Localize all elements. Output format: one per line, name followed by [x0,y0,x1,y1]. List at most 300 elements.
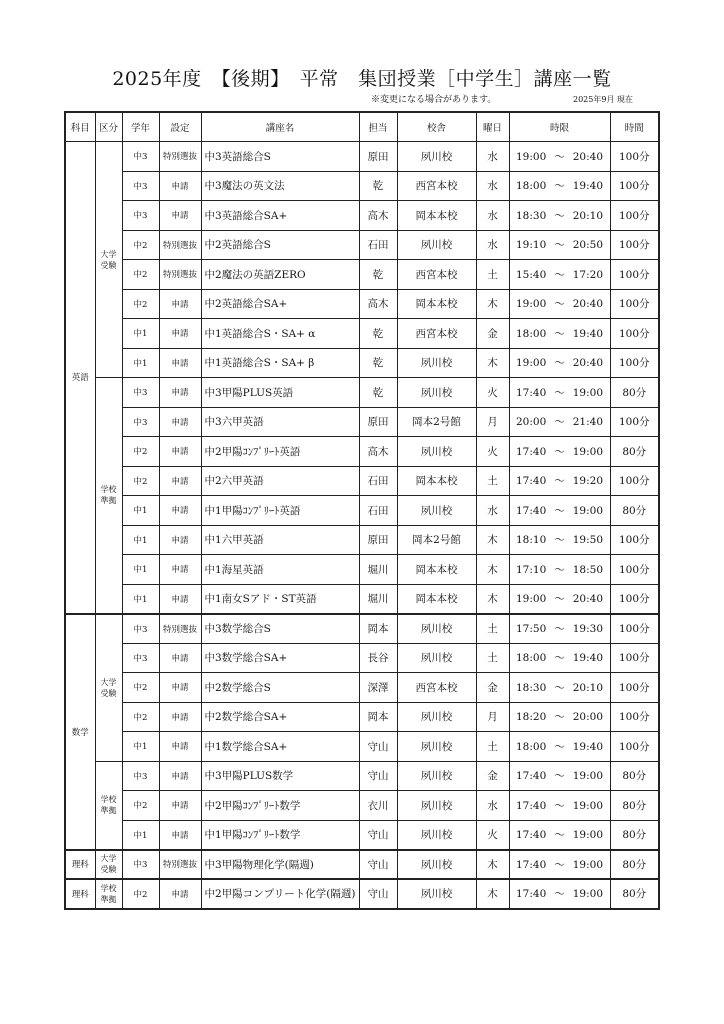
campus-cell: 夙川校 [397,496,476,526]
end-time: 17:20 [572,268,604,281]
campus-cell: 岡本本校 [397,584,476,614]
time-separator: 〜 [554,386,565,399]
course-name-cell: 中3魔法の英文法 [201,171,359,201]
course-name-cell: 中3数学総合S [201,614,359,644]
period-cell [509,555,610,585]
time-separator: 〜 [554,623,565,635]
course-name-cell: 中2甲陽コンプリート化学(隔週) [201,879,359,909]
course-name-cell: 中3甲陽PLUS英語 [201,378,359,408]
time-separator: 〜 [554,445,565,458]
as-of-date: 2025年9月 現在 [573,95,633,104]
course-name-cell: 中1海星英語 [201,555,359,585]
teacher-cell: 乾 [359,260,397,290]
end-time: 19:00 [572,770,604,783]
period-cell [509,614,610,644]
table-row [65,761,659,791]
teacher-cell: 長谷 [359,643,397,673]
subject-cell: 理科 [65,850,95,880]
day-cell: 土 [476,614,509,644]
day-cell: 金 [476,673,509,703]
table-row [65,260,659,290]
period-cell [509,525,610,555]
duration-cell: 80分 [610,378,659,408]
end-time: 20:40 [572,298,604,311]
table-row [65,584,659,614]
grade-cell: 中1 [122,732,159,762]
period-cell [509,643,610,673]
duration-cell: 100分 [610,555,659,585]
start-time: 15:40 [515,268,547,281]
teacher-cell: 守山 [359,761,397,791]
course-name-cell: 中2数学総合SA+ [201,702,359,732]
duration-cell: 100分 [610,407,659,437]
start-time: 17:40 [515,829,547,841]
teacher-cell: 深澤 [359,673,397,703]
day-cell: 金 [476,761,509,791]
table-row [65,289,659,319]
teacher-cell: 原田 [359,142,397,172]
header-category: 区分 [95,112,122,142]
campus-cell: 夙川校 [397,614,476,644]
time-separator: 〜 [554,563,565,576]
period-cell [509,201,610,231]
period-cell [509,319,610,349]
setting-cell: 申請 [159,702,201,732]
end-time: 19:00 [572,445,604,458]
start-time: 18:00 [515,180,547,193]
end-time: 18:50 [572,563,604,576]
campus-cell: 岡本本校 [397,201,476,231]
duration-cell: 80分 [610,496,659,526]
campus-cell: 夙川校 [397,850,476,880]
course-name-cell: 中2六甲英語 [201,466,359,496]
subject-cell: 理科 [65,879,95,909]
header-period: 時限 [509,112,610,142]
time-separator: 〜 [554,416,565,429]
grade-cell: 中2 [122,702,159,732]
period-cell [509,142,610,172]
day-cell: 木 [476,348,509,378]
period-cell [509,496,610,526]
setting-cell: 申請 [159,525,201,555]
teacher-cell: 石田 [359,496,397,526]
teacher-cell: 守山 [359,732,397,762]
table-row [65,820,659,850]
time-separator: 〜 [554,593,565,605]
day-cell: 金 [476,319,509,349]
time-separator: 〜 [554,327,565,340]
campus-cell: 西宮本校 [397,171,476,201]
category-cell [95,879,122,909]
end-time: 19:40 [572,180,604,193]
duration-cell: 80分 [610,879,659,909]
period-cell [509,289,610,319]
period-cell [509,761,610,791]
day-cell: 水 [476,142,509,172]
start-time: 20:00 [515,416,547,429]
period-cell [509,702,610,732]
teacher-cell: 石田 [359,466,397,496]
grade-cell: 中2 [122,673,159,703]
period-cell [509,732,610,762]
time-separator: 〜 [554,681,565,694]
course-name-cell: 中2甲陽ｺﾝﾌﾟﾘｰﾄ数学 [201,791,359,821]
course-name-cell: 中3甲陽PLUS数学 [201,761,359,791]
duration-cell: 100分 [610,702,659,732]
setting-cell: 申請 [159,732,201,762]
end-time: 19:00 [572,858,604,871]
start-time: 18:30 [515,209,547,222]
grade-cell: 中2 [122,466,159,496]
period-cell [509,850,610,880]
period-cell [509,378,610,408]
day-cell: 土 [476,643,509,673]
header-duration: 時間 [610,112,659,142]
period-cell [509,673,610,703]
setting-cell: 申請 [159,201,201,231]
teacher-cell: 高木 [359,437,397,467]
end-time: 20:50 [572,239,604,252]
change-notice: ※変更になる場合があります。 [371,95,497,105]
teacher-cell: 岡本 [359,702,397,732]
table-row [65,319,659,349]
course-name-cell: 中3甲陽物理化学(隔週) [201,850,359,880]
campus-cell: 夙川校 [397,643,476,673]
start-time: 17:50 [515,623,547,635]
end-time: 20:40 [572,357,604,370]
course-table [64,111,660,910]
teacher-cell: 堀川 [359,555,397,585]
course-name-cell: 中1甲陽ｺﾝﾌﾟﾘｰﾄ英語 [201,496,359,526]
end-time: 19:00 [572,504,604,517]
time-separator: 〜 [554,150,565,163]
period-cell [509,171,610,201]
table-row [65,850,659,880]
day-cell: 水 [476,791,509,821]
end-time: 20:40 [572,593,604,605]
table-row [65,702,659,732]
start-time: 18:30 [515,681,547,694]
time-separator: 〜 [554,534,565,547]
table-row [65,407,659,437]
setting-cell: 申請 [159,171,201,201]
time-separator: 〜 [554,711,565,724]
campus-cell: 夙川校 [397,820,476,850]
grade-cell: 中2 [122,437,159,467]
grade-cell: 中3 [122,407,159,437]
header-day: 曜日 [476,112,509,142]
setting-cell: 特別選抜 [159,230,201,260]
teacher-cell: 原田 [359,407,397,437]
grade-cell: 中3 [122,171,159,201]
time-separator: 〜 [554,298,565,311]
duration-cell: 100分 [610,525,659,555]
teacher-cell: 原田 [359,525,397,555]
subject-cell: 英語 [65,142,95,614]
start-time: 18:10 [515,534,547,547]
setting-cell: 申請 [159,879,201,909]
start-time: 19:00 [515,298,547,311]
grade-cell: 中2 [122,879,159,909]
time-separator: 〜 [554,888,565,901]
campus-cell: 夙川校 [397,348,476,378]
day-cell: 土 [476,260,509,290]
start-time: 18:00 [515,327,547,340]
setting-cell: 申請 [159,643,201,673]
course-name-cell: 中3英語総合S [201,142,359,172]
course-name-cell: 中3六甲英語 [201,407,359,437]
day-cell: 水 [476,201,509,231]
course-name-cell: 中1南女Sアド・ST英語 [201,584,359,614]
table-row [65,348,659,378]
teacher-cell: 守山 [359,879,397,909]
grade-cell: 中1 [122,820,159,850]
period-cell [509,407,610,437]
teacher-cell: 乾 [359,378,397,408]
time-separator: 〜 [554,829,565,841]
start-time: 18:00 [515,652,547,665]
header-grade: 学年 [122,112,159,142]
start-time: 17:40 [515,858,547,871]
period-cell [509,260,610,290]
teacher-cell: 乾 [359,171,397,201]
duration-cell: 100分 [610,466,659,496]
header-teacher: 担当 [359,112,397,142]
campus-cell: 夙川校 [397,761,476,791]
day-cell: 木 [476,879,509,909]
campus-cell: 夙川校 [397,230,476,260]
period-cell [509,791,610,821]
header-subject: 科目 [65,112,95,142]
category-label: 学校 準拠 [100,883,117,904]
duration-cell: 100分 [610,230,659,260]
grade-cell: 中3 [122,850,159,880]
campus-cell: 夙川校 [397,732,476,762]
day-cell: 木 [476,289,509,319]
end-time: 19:00 [572,799,604,812]
end-time: 19:30 [572,623,604,635]
duration-cell: 80分 [610,437,659,467]
course-name-cell: 中3数学総合SA+ [201,643,359,673]
grade-cell: 中1 [122,319,159,349]
campus-cell: 西宮本校 [397,260,476,290]
header-campus: 校舎 [397,112,476,142]
end-time: 19:40 [572,327,604,340]
campus-cell: 夙川校 [397,791,476,821]
duration-cell: 100分 [610,348,659,378]
category-label: 大学 受験 [100,677,117,698]
table-row [65,171,659,201]
grade-cell: 中2 [122,230,159,260]
time-separator: 〜 [554,239,565,252]
period-cell [509,437,610,467]
duration-cell: 80分 [610,761,659,791]
campus-cell: 夙川校 [397,879,476,909]
course-name-cell: 中1英語総合S・SA+ β [201,348,359,378]
end-time: 19:00 [572,386,604,399]
teacher-cell: 乾 [359,319,397,349]
start-time: 19:00 [515,150,547,163]
period-cell [509,230,610,260]
day-cell: 木 [476,850,509,880]
grade-cell: 中3 [122,378,159,408]
duration-cell: 80分 [610,820,659,850]
grade-cell: 中1 [122,555,159,585]
setting-cell: 申請 [159,820,201,850]
header-setting: 設定 [159,112,201,142]
start-time: 18:20 [515,711,547,724]
setting-cell: 特別選抜 [159,614,201,644]
end-time: 21:40 [572,416,604,429]
setting-cell: 申請 [159,407,201,437]
course-name-cell: 中2甲陽ｺﾝﾌﾟﾘｰﾄ英語 [201,437,359,467]
teacher-cell: 衣川 [359,791,397,821]
setting-cell: 申請 [159,761,201,791]
day-cell: 木 [476,555,509,585]
day-cell: 木 [476,584,509,614]
grade-cell: 中1 [122,584,159,614]
teacher-cell: 守山 [359,850,397,880]
category-label: 大学 受験 [100,249,117,270]
day-cell: 月 [476,407,509,437]
start-time: 17:40 [515,504,547,517]
duration-cell: 100分 [610,584,659,614]
grade-cell: 中1 [122,496,159,526]
duration-cell: 100分 [610,319,659,349]
course-name-cell: 中1甲陽ｺﾝﾌﾟﾘｰﾄ数学 [201,820,359,850]
start-time: 17:40 [515,799,547,812]
table-row [65,201,659,231]
period-cell [509,584,610,614]
campus-cell: 岡本本校 [397,555,476,585]
setting-cell: 申請 [159,791,201,821]
campus-cell: 夙川校 [397,702,476,732]
time-separator: 〜 [554,652,565,665]
day-cell: 木 [476,525,509,555]
setting-cell: 特別選抜 [159,260,201,290]
table-row [65,555,659,585]
day-cell: 月 [476,702,509,732]
setting-cell: 申請 [159,496,201,526]
duration-cell: 80分 [610,791,659,821]
start-time: 19:10 [515,239,547,252]
duration-cell: 100分 [610,732,659,762]
setting-cell: 申請 [159,466,201,496]
end-time: 20:10 [572,681,604,694]
table-row [65,673,659,703]
header-course-name: 講座名 [201,112,359,142]
category-cell [95,378,122,614]
time-separator: 〜 [554,799,565,812]
table-row [65,643,659,673]
setting-cell: 申請 [159,378,201,408]
course-name-cell: 中2英語総合S [201,230,359,260]
duration-cell: 100分 [610,171,659,201]
time-separator: 〜 [554,209,565,222]
course-name-cell: 中1英語総合S・SA+ α [201,319,359,349]
table-row [65,732,659,762]
start-time: 17:40 [515,386,547,399]
teacher-cell: 石田 [359,230,397,260]
table-header-row [65,112,659,142]
category-label: 学校 準拠 [100,795,117,815]
time-separator: 〜 [554,858,565,871]
start-time: 19:00 [515,357,547,370]
start-time: 17:40 [515,445,547,458]
table-row [65,378,659,408]
campus-cell: 岡本2号館 [397,407,476,437]
duration-cell: 100分 [610,289,659,319]
grade-cell: 中3 [122,142,159,172]
duration-cell: 100分 [610,614,659,644]
end-time: 19:40 [572,652,604,665]
time-separator: 〜 [554,770,565,783]
day-cell: 火 [476,437,509,467]
time-separator: 〜 [554,180,565,193]
table-row [65,437,659,467]
table-body [65,142,659,909]
category-label: 学校 準拠 [100,485,117,506]
table-row [65,142,659,172]
period-cell [509,820,610,850]
time-separator: 〜 [554,268,565,281]
day-cell: 土 [476,466,509,496]
time-separator: 〜 [554,475,565,488]
duration-cell: 100分 [610,673,659,703]
campus-cell: 西宮本校 [397,673,476,703]
course-name-cell: 中2英語総合SA+ [201,289,359,319]
start-time: 17:40 [515,888,547,901]
teacher-cell: 高木 [359,289,397,319]
end-time: 19:50 [572,534,604,547]
time-separator: 〜 [554,357,565,370]
table-row [65,230,659,260]
day-cell: 火 [476,820,509,850]
duration-cell: 100分 [610,643,659,673]
grade-cell: 中3 [122,643,159,673]
campus-cell: 夙川校 [397,378,476,408]
period-cell [509,466,610,496]
grade-cell: 中3 [122,614,159,644]
setting-cell: 特別選抜 [159,850,201,880]
grade-cell: 中1 [122,525,159,555]
end-time: 20:40 [572,150,604,163]
category-cell [95,142,122,378]
table-row [65,614,659,644]
end-time: 19:40 [572,740,604,753]
start-time: 17:40 [515,770,547,783]
time-separator: 〜 [554,740,565,753]
duration-cell: 100分 [610,201,659,231]
grade-cell: 中2 [122,260,159,290]
end-time: 20:00 [572,711,604,724]
day-cell: 水 [476,171,509,201]
course-name-cell: 中3英語総合SA+ [201,201,359,231]
time-separator: 〜 [554,504,565,517]
period-cell [509,879,610,909]
start-time: 18:00 [515,740,547,753]
day-cell: 水 [476,496,509,526]
end-time: 19:00 [572,888,604,901]
teacher-cell: 岡本 [359,614,397,644]
teacher-cell: 守山 [359,820,397,850]
setting-cell: 申請 [159,584,201,614]
setting-cell: 申請 [159,289,201,319]
table-row [65,525,659,555]
day-cell: 火 [476,378,509,408]
grade-cell: 中3 [122,761,159,791]
teacher-cell: 堀川 [359,584,397,614]
